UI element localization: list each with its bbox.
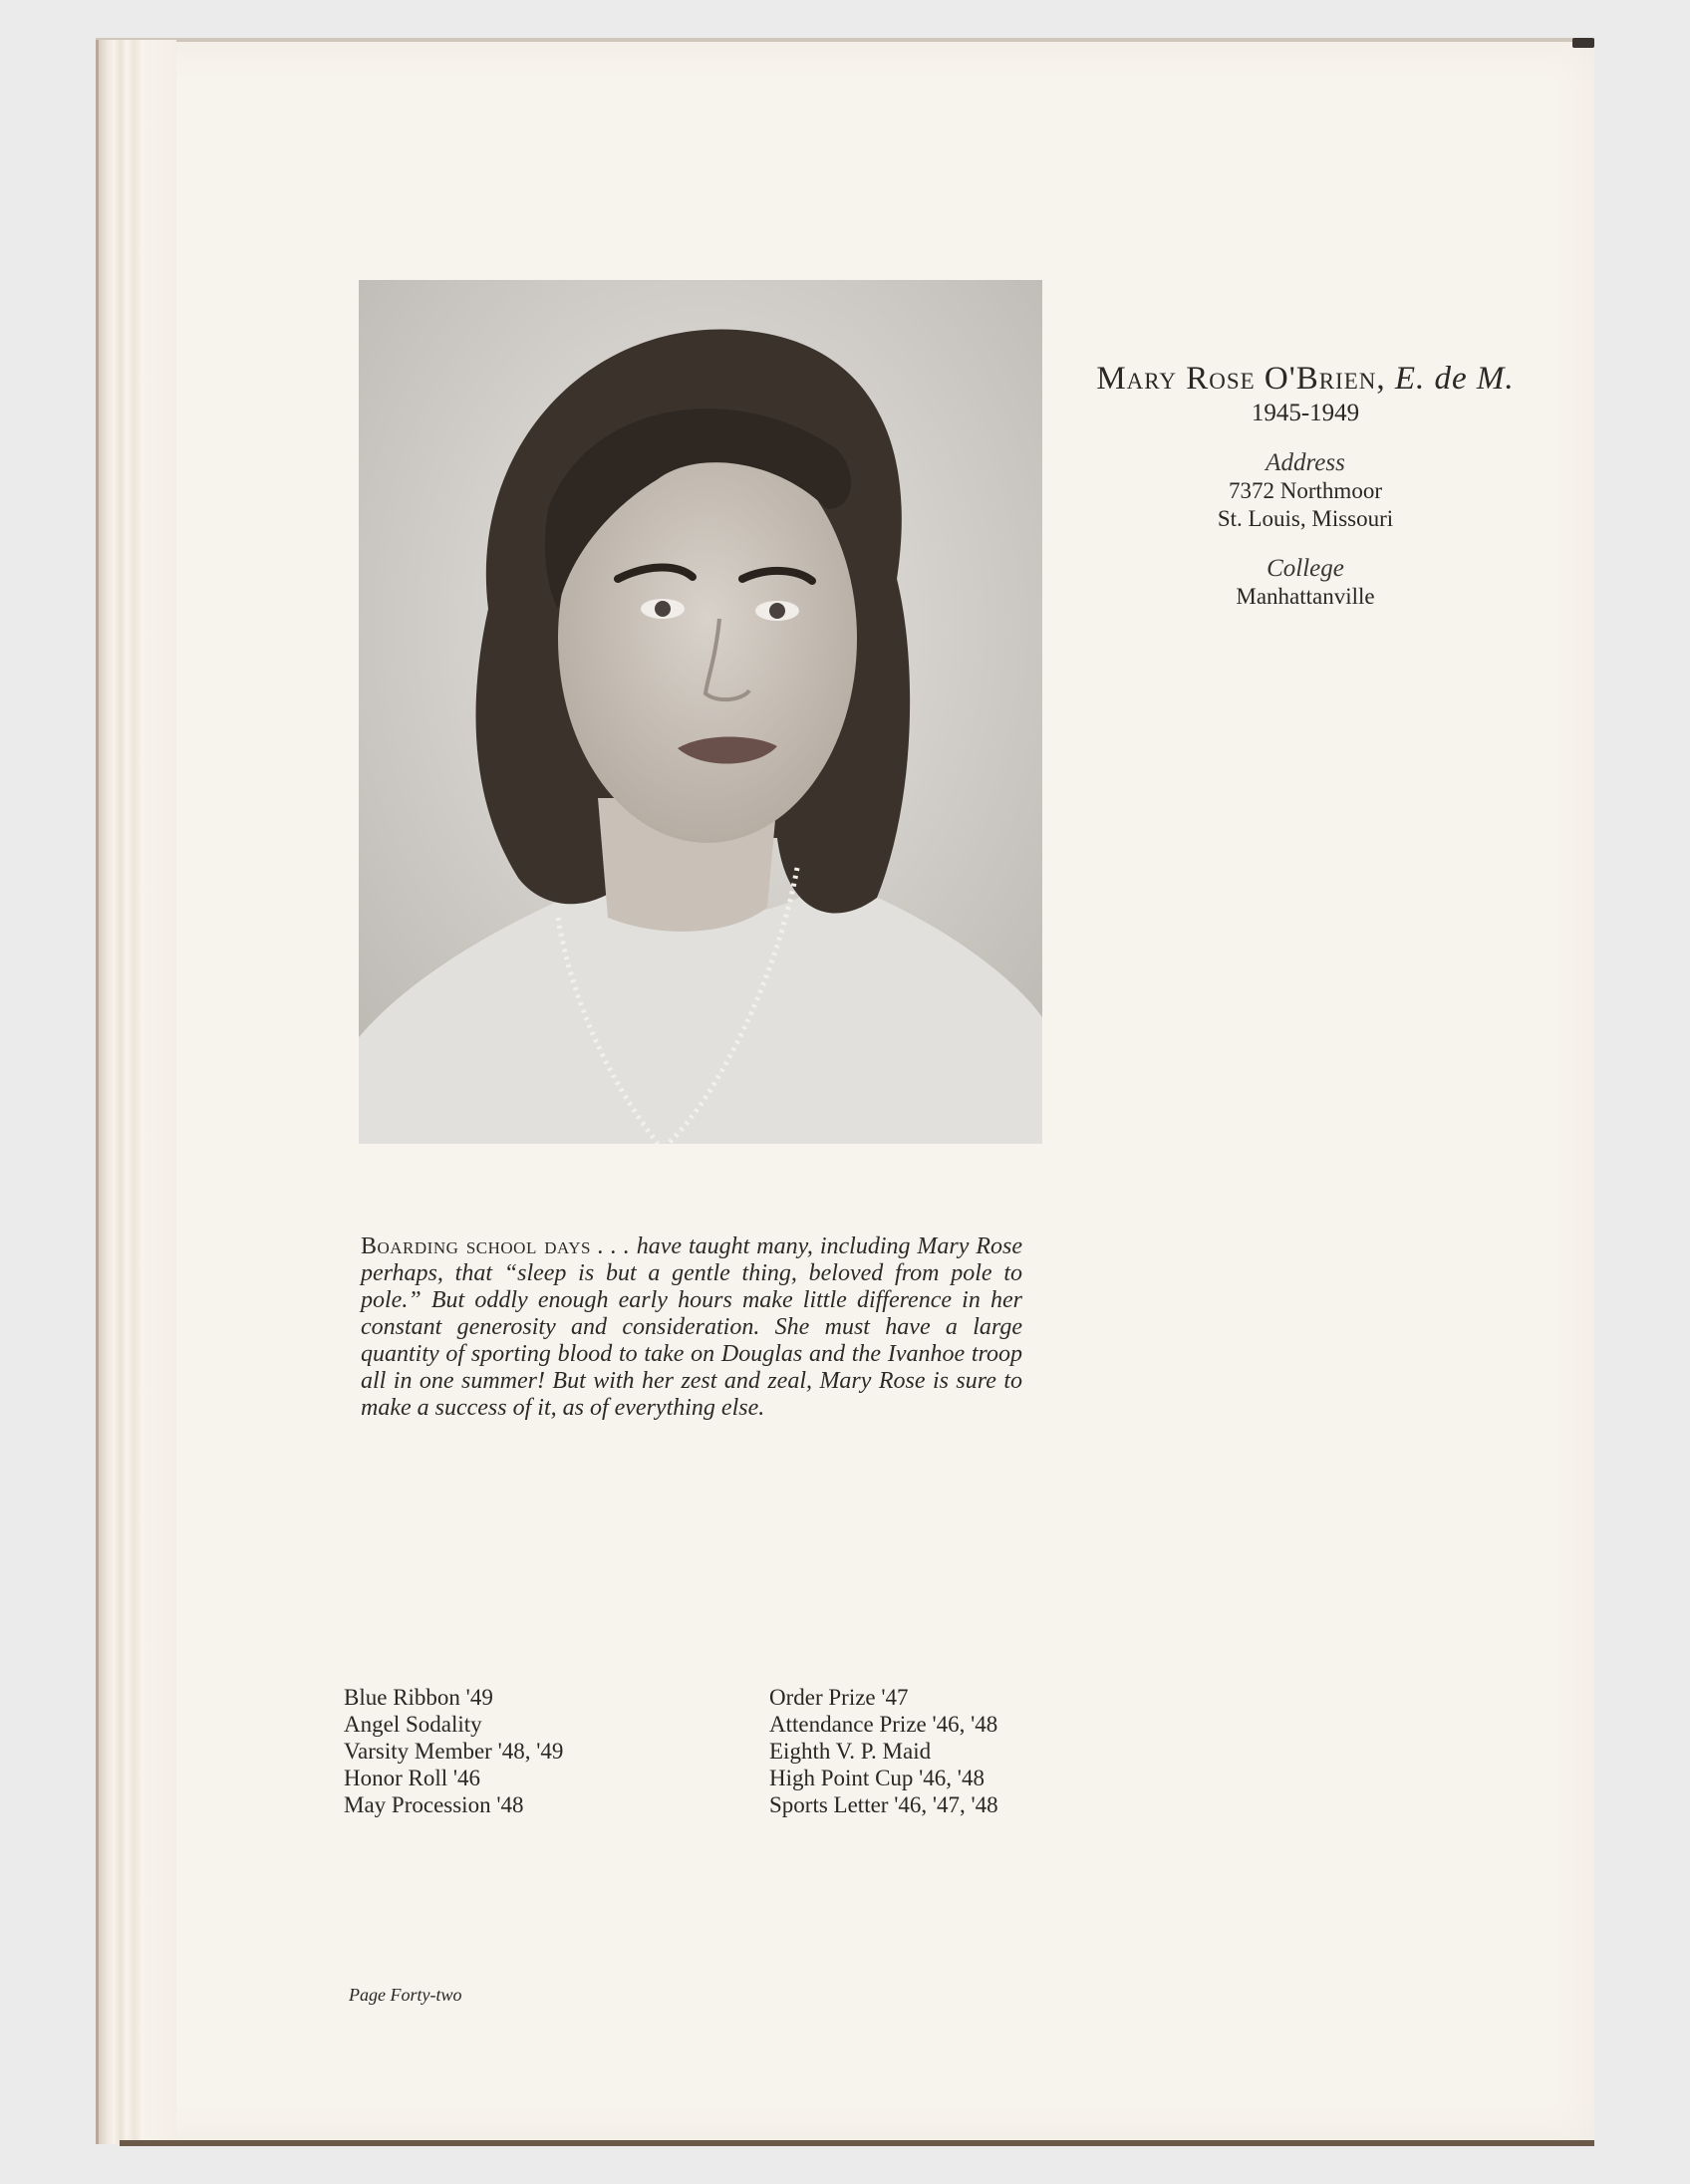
list-item: High Point Cup '46, '48 <box>769 1766 985 1790</box>
activities-list-right <box>769 1684 998 1818</box>
student-portrait-photo <box>359 280 1042 1144</box>
page-bottom-edge <box>120 2140 1594 2146</box>
list-item: Order Prize '47 <box>769 1685 909 1710</box>
list-item: Angel Sodality <box>344 1712 482 1737</box>
page-top-edge <box>96 38 1594 42</box>
list-item: Sports Letter '46, '47, '48 <box>769 1792 998 1817</box>
page-number: Page Forty-two <box>349 1985 462 2005</box>
address-line-1: 7372 Northmoor <box>1229 478 1382 503</box>
student-suffix: E. de M. <box>1394 361 1515 397</box>
list-item: Attendance Prize '46, '48 <box>769 1712 998 1737</box>
address-line-2: St. Louis, Missouri <box>1217 506 1394 531</box>
list-item: Eighth V. P. Maid <box>769 1739 932 1764</box>
student-name: Mary Rose O'Brien, <box>1096 361 1386 397</box>
list-item: Varsity Member '48, '49 <box>344 1739 564 1764</box>
page-spine-edge <box>96 40 176 2144</box>
college-label: College <box>1267 555 1344 582</box>
list-item: Honor Roll '46 <box>344 1766 481 1790</box>
address-label: Address <box>1266 449 1345 476</box>
biography-lead: Boarding school days <box>361 1233 591 1259</box>
student-header <box>1056 361 1554 611</box>
attendance-years: 1945-1949 <box>1251 400 1360 426</box>
biography-text: . . . have taught many, including Mary Rose perhaps, that “sleep is but a gentle thing, beloved from pole to pole.” But oddly enough early hours make little difference in her constant generosity and consideration. She must have a large quantity of sporting blood to take on Douglas and the Ivanhoe troop all in one summer! But with her zest and zeal, Mary Rose is sure to make a success of it, as of everything else. <box>361 1233 1023 1421</box>
college-name: Manhattanville <box>1236 584 1375 609</box>
portrait-illustration <box>359 280 1042 1144</box>
biography-paragraph <box>361 1233 1022 1422</box>
corner-mark <box>1572 38 1594 48</box>
list-item: Blue Ribbon '49 <box>344 1685 493 1710</box>
student-name-line <box>1056 361 1554 398</box>
activities-list-left <box>344 1684 563 1818</box>
list-item: May Procession '48 <box>344 1792 524 1817</box>
